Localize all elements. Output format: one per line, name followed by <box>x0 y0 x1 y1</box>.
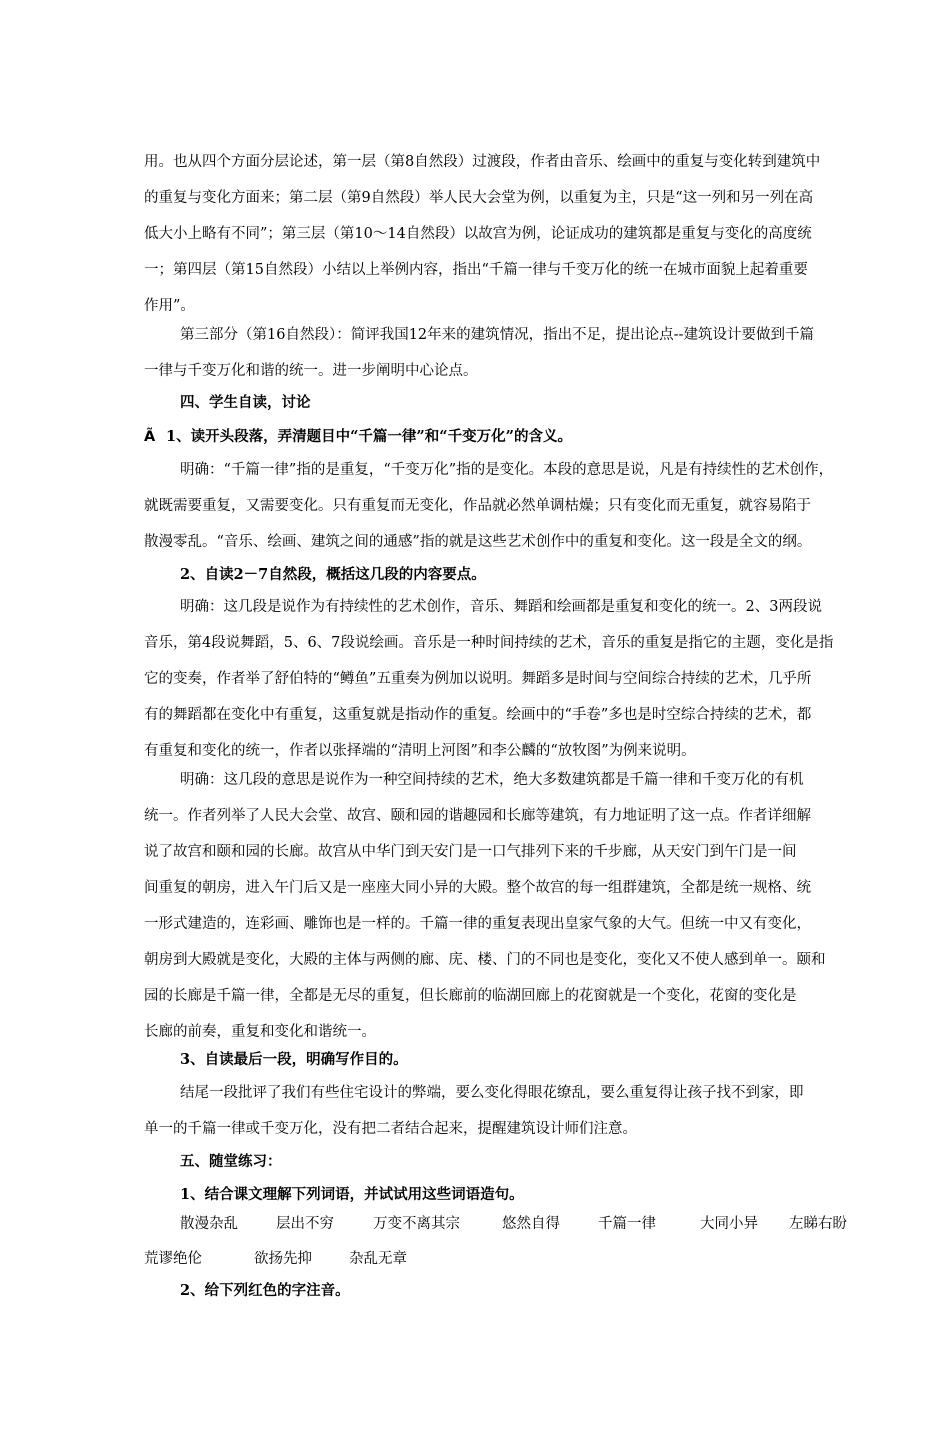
vocab-word: 万变不离其宗 <box>373 1216 460 1232</box>
text-line: 作用”。 <box>144 298 195 314</box>
vocab-word: 杂乱无章 <box>349 1251 407 1267</box>
text-line: 的重复与变化方面来；第二层（第9自然段）举人民大会堂为例，以重复为主，只是“这一列和另一列在高 <box>144 190 814 206</box>
text-line: 有重复和变化的统一，作者以张择端的“清明上河图”和李公麟的“放牧图”为例来说明。 <box>144 743 696 759</box>
bullet-glyph: Ã <box>144 429 156 445</box>
vocab-word: 大同小异 <box>700 1216 758 1232</box>
text-line: 就既需要重复，又需要变化。只有重复而无变化，作品就必然单调枯燥；只有变化而无重复，就容易陷于 <box>144 498 811 514</box>
text-line: 朝房到大殿就是变化，大殿的主体与两侧的廊、庑、楼、门的不同也是变化，变化又不使人感到单一。颐和 <box>144 952 826 968</box>
text-line: 它的变奏，作者举了舒伯特的“鳟鱼”五重奏为例加以说明。舞蹈多是时间与空间综合持续的艺术，几乎所 <box>144 671 812 687</box>
question-heading: 1、读开头段落，弄清题目中“千篇一律”和“千变万化”的含义。 <box>166 428 572 445</box>
text-line: 长廊的前奏，重复和变化和谐统一。 <box>144 1024 376 1040</box>
text-line: 说了故宫和颐和园的长廊。故宫从中华门到天安门是一口气排列下来的千步廊，从天安门到午门是一间 <box>144 844 797 860</box>
text-line: 用。也从四个方面分层论述，第一层（第8自然段）过渡段，作者由音乐、绘画中的重复与变化转到建筑中 <box>144 154 821 170</box>
text-line: 园的长廊是千篇一律，全都是无尽的重复，但长廊前的临湖回廊上的花窗就是一个变化，花窗的变化是 <box>144 988 797 1004</box>
text-line: 明确：这几段的意思是说作为一种空间持续的艺术，绝大多数建筑都是千篇一律和千变万化的有机 <box>180 772 804 788</box>
text-line: 散漫零乱。“音乐、绘画、建筑之间的通感”指的就是这些艺术创作中的重复和变化。这一段是全文的纲。 <box>144 534 812 550</box>
text-line: 一；第四层（第15自然段）小结以上举例内容，指出“千篇一律与千变万化的统一在城市面貌上起着重要 <box>144 262 808 278</box>
text-line: 有的舞蹈都在变化中有重复，这重复就是指动作的重复。绘画中的“手卷”多也是时空综合持续的艺术，都 <box>144 707 812 723</box>
text-line: 第三部分（第16自然段）：简评我国12年来的建筑情况，指出不足，提出论点--建筑设计要做到千篇 <box>180 327 814 343</box>
text-line: 低大小上略有不同”；第三层（第10～14自然段）以故宫为例，论证成功的建筑都是重复与变化的高度统 <box>144 226 812 242</box>
section-heading: 四、学生自读，讨论 <box>180 394 311 411</box>
vocab-word: 千篇一律 <box>598 1216 656 1232</box>
vocab-word: 荒谬绝伦 <box>144 1251 202 1267</box>
text-line: 间重复的朝房，进入午门后又是一座座大同小异的大殿。整个故宫的每一组群建筑，全都是统一规格、统 <box>144 880 811 896</box>
text-line: 一形式建造的，连彩画、雕饰也是一样的。千篇一律的重复表现出皇家气象的大气。但统一中又有变化， <box>144 916 811 932</box>
text-line: 统一。作者列举了人民大会堂、故宫、颐和园的谐趣园和长廊等建筑，有力地证明了这一点。作者详细解 <box>144 808 811 824</box>
vocab-word: 左睇右盼 <box>789 1216 847 1232</box>
exercise-heading: 1、结合课文理解下列词语，并试试用这些词语造句。 <box>180 1186 524 1203</box>
question-heading: 3、自读最后一段，明确写作目的。 <box>180 1051 408 1068</box>
text-line: 明确：这几段是说作为有持续性的艺术创作，音乐、舞蹈和绘画都是重复和变化的统一。2、3两段说 <box>180 599 822 615</box>
exercise-heading: 2、给下列红色的字注音。 <box>180 1282 350 1299</box>
section-heading: 五、随堂练习： <box>180 1153 282 1170</box>
vocab-word: 悠然自得 <box>502 1216 560 1232</box>
text-line: 音乐，第4段说舞蹈，5、6、7段说绘画。音乐是一种时间持续的艺术，音乐的重复是指它的主题，变化是指 <box>144 635 834 651</box>
vocab-word: 层出不穷 <box>276 1216 334 1232</box>
question-heading: 2、自读2－7自然段，概括这几段的内容要点。 <box>180 566 486 583</box>
vocab-word: 散漫杂乱 <box>180 1216 238 1232</box>
text-line: 结尾一段批评了我们有些住宅设计的弊端，要么变化得眼花缭乱，要么重复得让孩子找不到家，即 <box>180 1085 804 1101</box>
text-line: 单一的千篇一律或千变万化，没有把二者结合起来，提醒建筑设计师们注意。 <box>144 1121 637 1137</box>
text-line: 明确：“千篇一律”指的是重复，“千变万化”指的是变化。本段的意思是说，凡是有持续性的艺术创作， <box>180 462 834 478</box>
vocab-word: 欲扬先抑 <box>254 1251 312 1267</box>
text-line: 一律与千变万化和谐的统一。进一步阐明中心论点。 <box>144 363 478 379</box>
